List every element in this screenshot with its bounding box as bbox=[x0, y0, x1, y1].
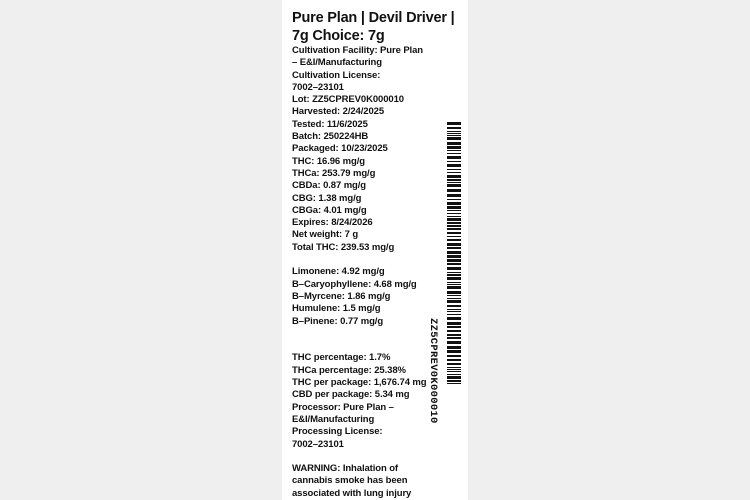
label-line: Cultivation Facility: Pure Plan bbox=[292, 45, 423, 56]
label-line: Net weight: 7 g bbox=[292, 229, 359, 241]
label-line: Limonene: 4.92 mg/g bbox=[292, 266, 385, 278]
label-line: Packaged: 10/23/2025 bbox=[292, 143, 388, 155]
barcode-text: ZZ5CPREV0K000010 bbox=[427, 318, 439, 424]
label-line: cannabis smoke has been bbox=[292, 475, 408, 487]
label-line: WARNING: Inhalation of bbox=[292, 463, 398, 475]
label-spacer bbox=[292, 340, 432, 352]
label-line: associated with lung injury bbox=[292, 487, 412, 499]
label-line: B–Caryophyllene: 4.68 mg/g bbox=[292, 278, 417, 290]
label-line: CBG: 1.38 mg/g bbox=[292, 192, 362, 204]
label-line: CBDa: 0.87 mg/g bbox=[292, 180, 366, 192]
label-line: 7002–23101 bbox=[292, 438, 344, 450]
label-line: B–Pinene: 0.77 mg/g bbox=[292, 315, 384, 327]
label-line: Humulene: 1.5 mg/g bbox=[292, 303, 381, 315]
label-line: 7002–23101 bbox=[292, 81, 344, 93]
barcode bbox=[427, 122, 468, 424]
label-line: Tested: 11/6/2025 bbox=[292, 118, 368, 130]
label-line: Expires: 8/24/2026 bbox=[292, 217, 373, 229]
label-line: Processor: Pure Plan – bbox=[292, 401, 394, 413]
label-line: THC: 16.96 mg/g bbox=[292, 155, 365, 167]
label-spacer bbox=[292, 254, 432, 266]
barcode-bars bbox=[447, 122, 461, 384]
label-line: THCa percentage: 25.38% bbox=[292, 364, 406, 376]
label-line: Lot: ZZ5CPREV0K000010 bbox=[292, 94, 404, 106]
label-line: CBGa: 4.01 mg/g bbox=[292, 204, 367, 216]
title-line-2: 7g Choice: 7g bbox=[292, 28, 385, 44]
label-line: B–Myrcene: 1.86 mg/g bbox=[292, 290, 391, 302]
label-line: THCa: 253.79 mg/g bbox=[292, 167, 376, 179]
label-details bbox=[292, 45, 432, 500]
product-label bbox=[282, 0, 468, 500]
label-spacer bbox=[292, 328, 432, 340]
label-line: Batch: 250224HB bbox=[292, 131, 369, 143]
label-line: Harvested: 2/24/2025 bbox=[292, 106, 385, 118]
label-line: Cultivation License: bbox=[292, 69, 381, 81]
label-line: THC percentage: 1.7% bbox=[292, 352, 391, 364]
label-line: THC per package: 1,676.74 mg bbox=[292, 377, 427, 389]
label-line: Processing License: bbox=[292, 426, 383, 438]
label-spacer bbox=[292, 451, 432, 463]
label-line: CBD per package: 5.34 mg bbox=[292, 389, 410, 401]
label-line: E&I/Manufacturing bbox=[292, 413, 375, 425]
label-line: Total THC: 239.53 mg/g bbox=[292, 241, 395, 253]
product-title bbox=[292, 9, 464, 45]
label-line: – E&I/Manufacturing bbox=[292, 57, 382, 69]
title-line-1: Pure Plan | Devil Driver | bbox=[292, 10, 455, 26]
